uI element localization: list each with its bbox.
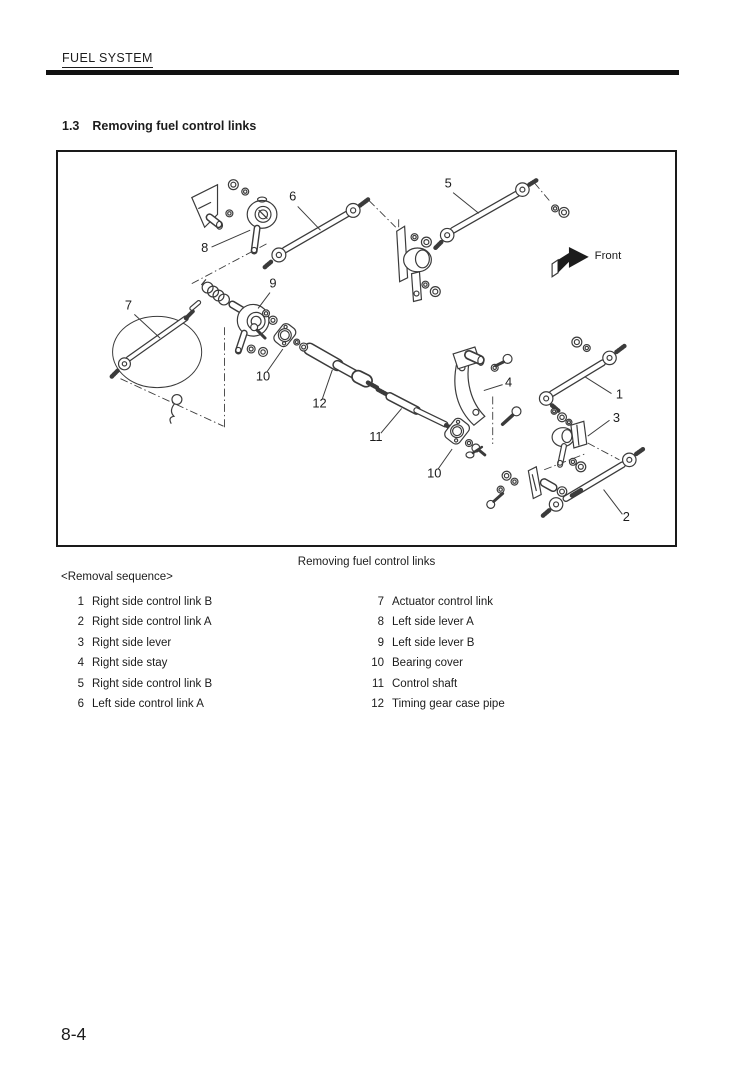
seq-item-number: 8 — [377, 616, 384, 629]
seq-item-label: Right side stay — [92, 657, 168, 670]
seq-item — [340, 657, 505, 677]
seq-item-label: Control shaft — [392, 677, 458, 690]
part-8-left-side-lever-a — [247, 197, 277, 253]
seq-item-label: Right side lever — [92, 636, 172, 649]
part-2-right-side-control-link-a — [542, 449, 643, 516]
seq-item — [62, 596, 212, 616]
seq-item-number: 11 — [372, 677, 384, 690]
seq-item — [62, 616, 212, 636]
leader-line — [585, 377, 612, 394]
callout-number: 8 — [201, 239, 209, 255]
callout-number: 7 — [124, 297, 133, 313]
seq-item — [340, 698, 505, 718]
removal-column-right — [340, 596, 505, 718]
seq-item — [62, 637, 212, 657]
seq-item-number: 2 — [77, 616, 84, 629]
leader-line — [604, 490, 623, 515]
return-spring — [202, 280, 243, 311]
seq-item-label: Left side control link A — [92, 697, 204, 710]
header-rule — [46, 70, 679, 75]
figure-box — [56, 150, 677, 547]
leader-line — [322, 370, 332, 399]
seq-item-label: Right side control link B — [92, 596, 213, 608]
callout-layer — [125, 176, 630, 525]
section-number: 1.3 — [62, 119, 80, 133]
seq-item — [340, 637, 505, 657]
exploded-diagram — [58, 152, 675, 545]
seq-item — [340, 616, 505, 636]
callout-number: 4 — [504, 374, 513, 390]
callout-number: 5 — [444, 175, 452, 191]
seq-item-number: 7 — [377, 596, 384, 608]
seq-item-number: 6 — [77, 697, 84, 710]
seq-item-label: Timing gear case pipe — [392, 697, 505, 710]
seq-item-label: Actuator control link — [392, 596, 493, 608]
page-header: FUEL SYSTEM — [62, 51, 153, 68]
seq-item-label: Bearing cover — [392, 657, 463, 670]
leader-line — [258, 293, 270, 309]
leader-line — [484, 385, 503, 391]
removal-sequence-label: <Removal sequence> — [61, 571, 173, 583]
pivot-bracket — [528, 467, 566, 499]
section-heading — [62, 119, 256, 133]
leader-line — [453, 193, 479, 214]
seq-item — [340, 596, 505, 616]
removal-column-left — [62, 596, 212, 718]
mount-bracket — [192, 185, 223, 230]
seq-item-label: Right side control link A — [92, 616, 212, 629]
leader-line — [298, 206, 321, 230]
seq-item-number: 1 — [77, 596, 84, 608]
leader-line — [381, 408, 402, 433]
front-label: Front — [594, 249, 622, 262]
seq-item-number: 9 — [377, 636, 384, 649]
seq-item — [62, 657, 212, 677]
seq-item-number: 10 — [371, 657, 384, 670]
figure-caption: Removing fuel control links — [297, 556, 436, 568]
leader-line — [134, 314, 160, 338]
seq-item — [340, 678, 505, 698]
part-10-bearing-cover — [272, 322, 298, 349]
section-title: Removing fuel control links — [92, 119, 257, 133]
page-number: 8-4 — [61, 1024, 87, 1044]
leader-line — [212, 230, 251, 247]
callout-number: 11 — [369, 429, 383, 445]
part-7-actuator-control-link — [112, 302, 202, 423]
part-3-right-side-lever — [552, 421, 587, 465]
part-12-timing-gear-case-pipe — [310, 349, 377, 388]
callout-number: 1 — [615, 386, 624, 402]
seq-item-label: Right side control link B — [92, 677, 213, 690]
seq-item-number: 5 — [77, 677, 84, 690]
part-4-right-side-stay — [453, 347, 485, 425]
center-lines — [121, 183, 620, 470]
seq-item — [62, 698, 212, 718]
part-11-control-shaft — [378, 390, 456, 432]
callout-number: 12 — [312, 395, 327, 411]
seq-item-label: Left side lever B — [392, 636, 475, 649]
callout-number: 2 — [622, 509, 630, 525]
seq-item-number: 12 — [371, 697, 384, 710]
callout-number: 10 — [255, 368, 271, 384]
seq-item-number: 4 — [77, 657, 84, 670]
callout-number: 9 — [269, 275, 277, 291]
seq-item-label: Left side lever A — [392, 616, 474, 629]
part-1-right-side-control-link-b — [539, 346, 624, 411]
front-arrow-icon — [552, 247, 589, 277]
callout-number: 3 — [612, 410, 621, 426]
callout-number: 6 — [289, 188, 297, 204]
part-6-left-side-control-link-a — [264, 200, 368, 268]
seq-item — [62, 678, 212, 698]
seq-item-number: 3 — [77, 636, 84, 649]
callout-number: 10 — [427, 465, 442, 481]
leader-line — [588, 420, 610, 436]
